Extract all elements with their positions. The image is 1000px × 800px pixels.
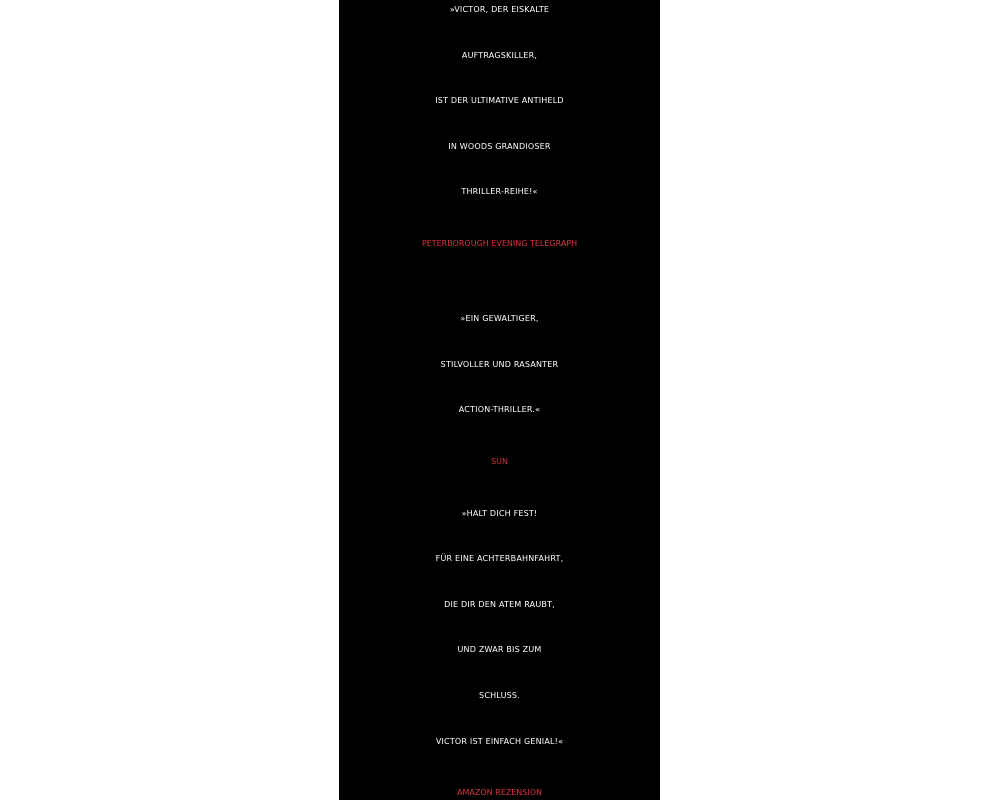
quote-source: PETERBOROUGH EVENING TELEGRAPH [421,239,578,248]
quote-line: VICTOR IST EINFACH GENIAL!« [435,737,564,746]
quote-line: STILVOLLER UND RASANTER [440,360,559,369]
quote-line: FÜR EINE ACHTERBAHNFAHRT, [435,554,564,563]
quote-line: »VICTOR, DER EISKALTE [449,5,550,14]
quote-line: DIE DIR DEN ATEM RAUBT, [444,600,555,609]
quote-source: SUN [491,457,508,466]
quote-line: SCHLUSS. [479,691,520,700]
quote-line: ACTION-THRILLER.« [458,405,541,414]
quote-line: THRILLER-REIHE!« [461,187,538,196]
review-quotes-panel [339,0,660,800]
quote-line: AUFTRAGSKILLER, [461,51,538,60]
quote-line: IST DER ULTIMATIVE ANTIHELD [435,96,564,105]
quote-source: AMAZON REZENSION [456,788,542,797]
quote-line: »EIN GEWALTIGER, [460,314,539,323]
quote-line: »HALT DICH FEST! [461,509,538,518]
quote-line: UND ZWAR BIS ZUM [457,645,542,654]
quote-line: IN WOODS GRANDIOSER [448,142,551,151]
